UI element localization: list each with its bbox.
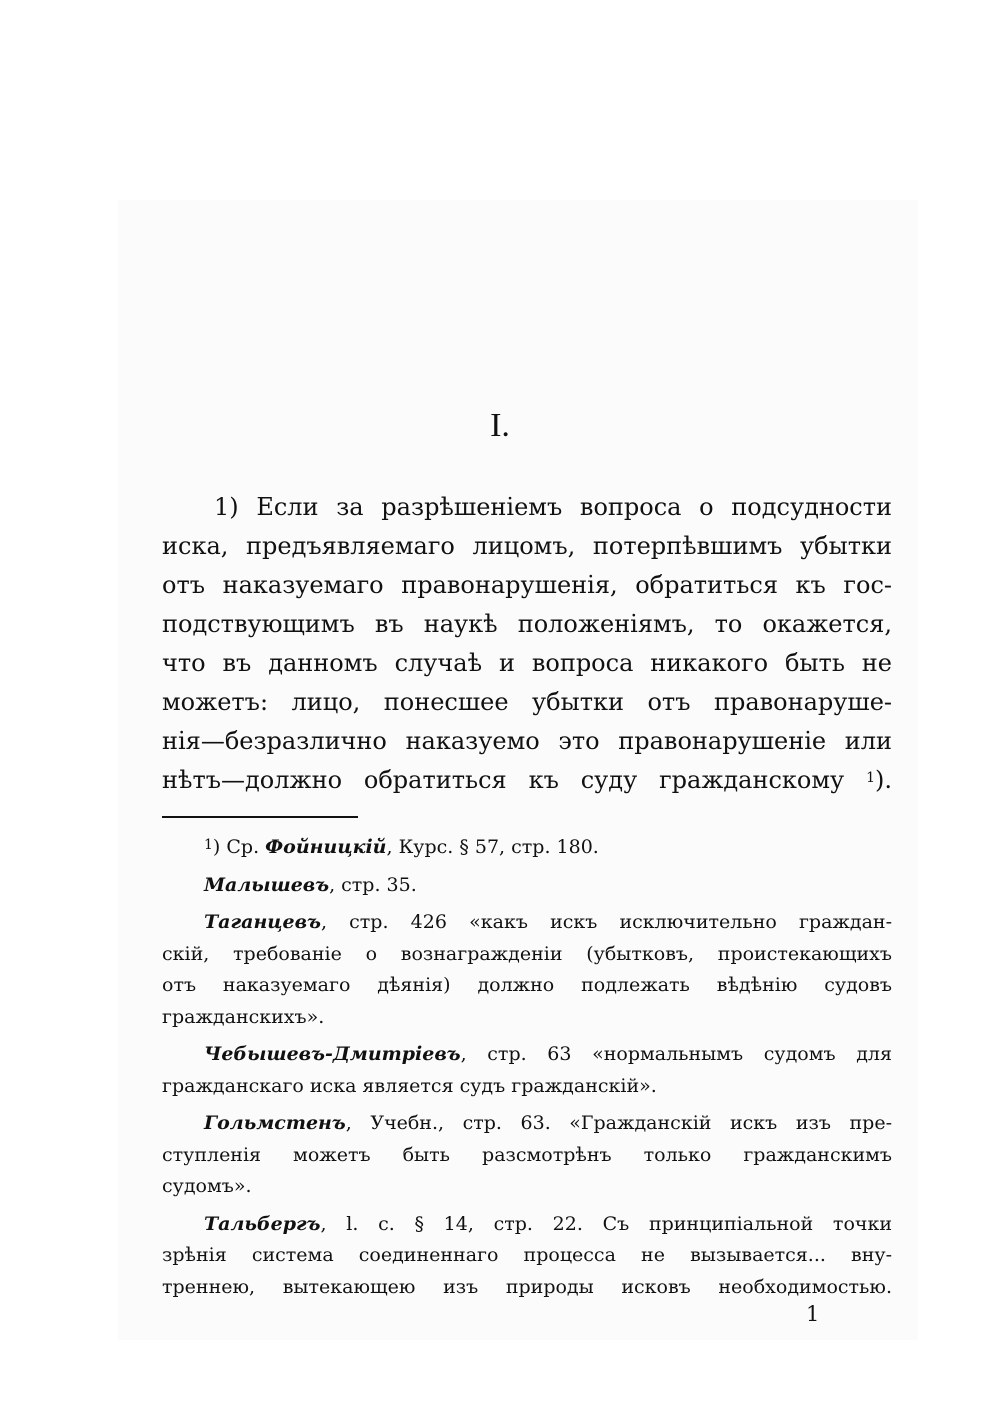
paragraph-line: нѣтъ—должно обратиться къ суду гражданскому	[162, 766, 845, 794]
main-paragraph	[162, 488, 892, 800]
footnote-marker: 1	[204, 837, 213, 853]
footnote-text: ) Ср.	[212, 836, 266, 858]
footnote-author: Фойницкій	[265, 836, 387, 858]
footnote-text: , стр. 63 «нормальнымъ судомъ для	[460, 1043, 892, 1065]
paragraph-line: что въ данномъ случаѣ и вопроса никакого быть не	[162, 649, 892, 677]
footnote-line: зрѣнія система соединеннаго процесса не вызывается... вну-	[162, 1244, 892, 1266]
footnote-golmsten	[162, 1108, 892, 1203]
footnote-talberg	[162, 1209, 892, 1304]
footnote-reference: 1	[866, 770, 875, 786]
footnote-line	[162, 1039, 892, 1071]
paragraph-line: нія—безразлично наказуемо это правонарушеніе или	[162, 727, 892, 755]
footnote-text: , стр. 35.	[329, 873, 417, 896]
footnote-chebyshev	[162, 1039, 892, 1102]
footnote-line	[162, 870, 892, 902]
paragraph-line: можетъ: лицо, понесшее убытки отъ правонаруше-	[162, 688, 892, 716]
footnote-text: , l. c. § 14, стр. 22. Съ принципіальной точки	[320, 1212, 892, 1235]
paragraph-end: ).	[875, 766, 892, 794]
paragraph-line: иска, предъявляемаго лицомъ, потерпѣвшимъ убытки	[162, 532, 892, 560]
footnote-line: судомъ».	[162, 1175, 252, 1197]
page-number: 1	[806, 1302, 820, 1326]
footnote-line: ступленія можетъ быть разсмотрѣнъ только гражданскимъ	[162, 1143, 892, 1166]
footnote-divider	[162, 816, 358, 818]
footnote-malyshev	[162, 870, 892, 902]
chapter-heading: I.	[490, 407, 510, 444]
footnote-author: Гольмстенъ	[204, 1112, 346, 1134]
footnote-author: Тальбергъ	[204, 1212, 321, 1235]
paragraph-line: подствующимъ въ наукѣ положеніямъ, то окажется,	[162, 610, 892, 638]
footnote-line: отъ наказуемаго дѣянія) должно подлежать вѣдѣнію судовъ	[162, 974, 892, 996]
footnote-text: , Курс. § 57, стр. 180.	[386, 836, 599, 858]
footnote-line	[162, 1209, 892, 1241]
footnote-text: , стр. 426 «какъ искъ исключительно граждан-	[320, 911, 892, 933]
footnote-author: Чебышевъ-Дмитріевъ	[204, 1043, 461, 1065]
paragraph-line: 1) Если за разрѣшеніемъ вопроса о подсудности	[214, 493, 892, 521]
footnotes	[162, 832, 892, 1309]
footnote-author: Малышевъ	[204, 873, 330, 896]
footnote-author: Таганцевъ	[204, 911, 321, 933]
footnote-tagantsev	[162, 907, 892, 1033]
footnote-line: треннею, вытекающею изъ природы исковъ необходимостью.	[162, 1275, 892, 1298]
footnote-text: , Учебн., стр. 63. «Гражданскій искъ изъ пре-	[345, 1112, 892, 1134]
footnote-line: гражданскихъ».	[162, 1005, 325, 1028]
paragraph-last-line	[162, 761, 892, 800]
footnote-line: скій, требованіе о вознагражденіи (убытковъ, проистекающихъ	[162, 942, 892, 965]
footnote-line	[162, 832, 892, 864]
footnote-line: гражданскаго иска является судъ гражданскій».	[162, 1074, 657, 1097]
footnote-line	[162, 907, 892, 939]
paragraph-line: отъ наказуемаго правонарушенія, обратиться къ гос-	[162, 571, 892, 599]
footnote-1	[162, 832, 892, 864]
footnote-line	[162, 1108, 892, 1140]
